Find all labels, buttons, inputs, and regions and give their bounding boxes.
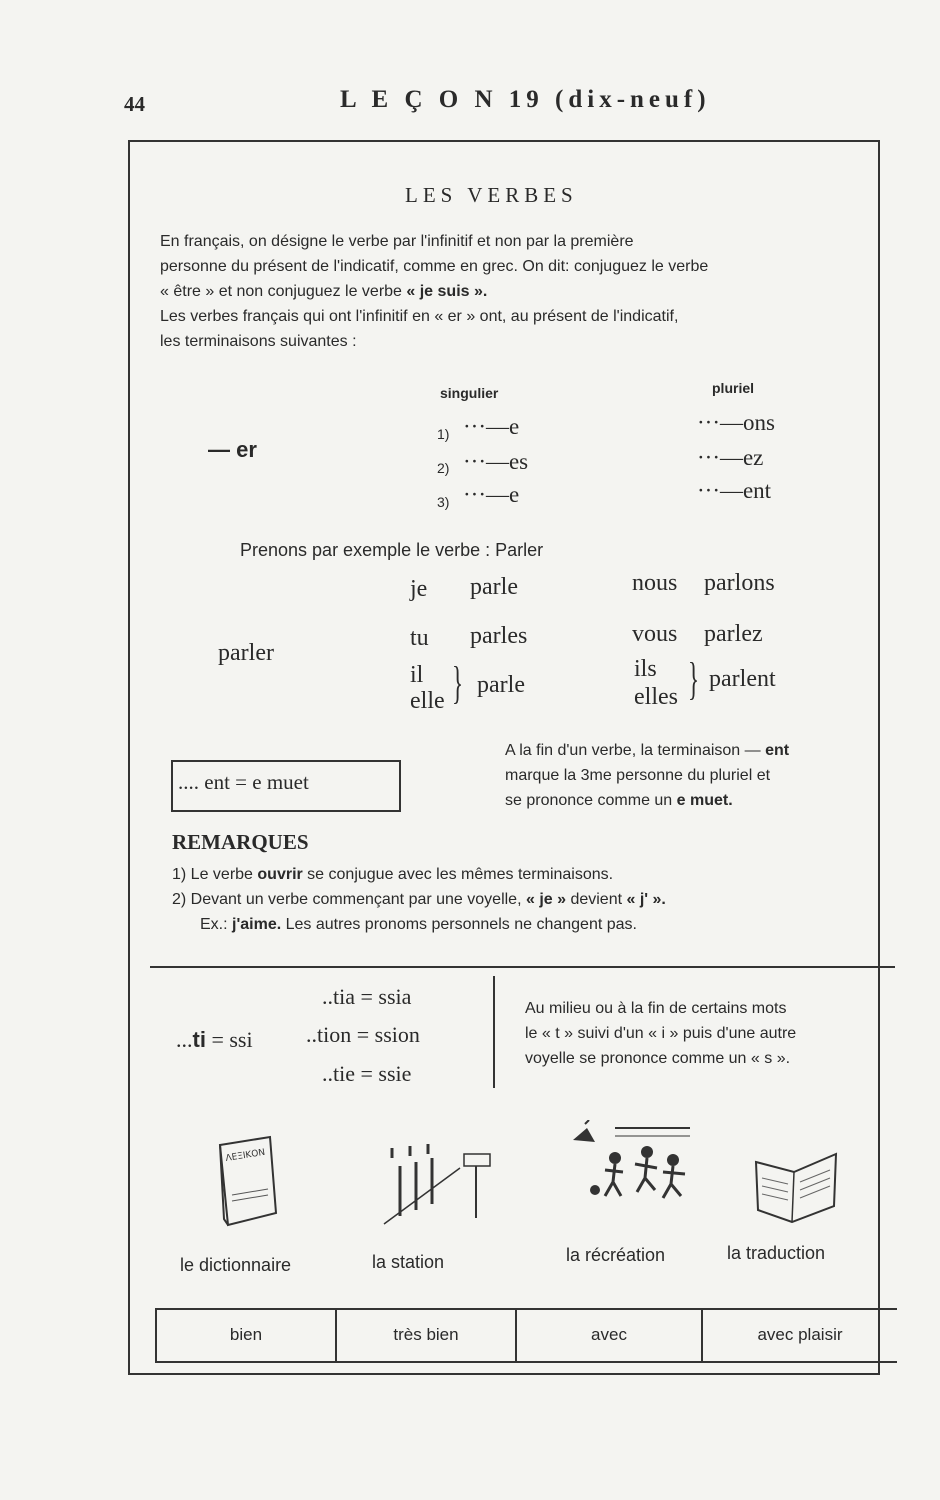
label-station: la station [372,1252,445,1272]
rule-line-1-text: A la fin d'un verbe, la terminaison — [505,742,766,759]
section-title: LES VERBES [405,183,578,207]
ending-plural-2: ···—ez [697,445,764,470]
remark-example [200,912,637,937]
intro-line-5: les terminaisons suivantes : [160,333,357,350]
pronoun-elles: elles [634,684,678,710]
remark-je: « je » [525,891,566,908]
example-intro: Prenons par exemple le verbe : Parler [240,540,544,560]
adverb-table [155,1308,897,1363]
ending-singular-1: ···—e [463,414,520,439]
ti-note-3: voyelle se prononce comme un « s ». [525,1050,791,1067]
label-dictionnaire: le dictionnaire [180,1255,292,1275]
ti-note-1: Au milieu ou à la fin de certains mots [525,1000,787,1017]
rule-ent: ent [765,742,790,759]
remark-2-c: devient [566,891,627,908]
ti-rule-tie: ..tie = ssie [322,1061,412,1086]
table-cell-avec: avec [515,1310,701,1361]
intro-line-4: Les verbes français qui ont l'infinitif en « er » ont, au présent de l'indicatif, [160,308,679,325]
table-cell-avec-plaisir: avec plaisir [701,1310,897,1361]
er-infinitive: — er [208,437,257,462]
remark-1 [172,862,613,887]
ending-singular-3: ···—e [463,482,520,507]
remarks-title: REMARQUES [172,830,309,854]
ti-letters: ti [192,1027,206,1052]
ending-num-3: 3) [437,494,450,510]
form-vous: parlez [704,621,763,647]
brace-ils-elles: } [688,653,700,704]
form-je: parle [470,574,518,600]
singular-label: singulier [440,385,499,401]
intro-line-2: personne du présent de l'indicatif, comme en grec. On dit: conjuguez le verbe [160,258,709,275]
remark-ex-c: Les autres pronoms personnels ne changent pas. [281,916,637,933]
page-number: 44 [124,92,145,116]
pronoun-elle: elle [410,688,445,714]
translation-illustration [752,1148,842,1223]
ending-singular-2: ···—es [463,449,529,474]
remark-ex-label: Ex.: [200,916,233,933]
pronoun-il: il [410,662,424,688]
pronoun-ils: ils [634,656,657,682]
plural-label: pluriel [712,380,755,396]
ti-dots: ... [176,1027,193,1052]
rule-line-3-text: se prononce comme un [505,792,677,809]
form-ils-elles: parlent [709,666,776,692]
example-verb: parler [218,640,274,666]
section-divider [150,966,895,968]
rule-e-muet: e muet. [676,792,733,809]
remark-1-c: se conjugue avec les mêmes terminaisons. [302,866,614,883]
ti-rule-tion: ..tion = ssion [306,1022,420,1047]
ti-rule-tia: ..tia = ssia [322,984,412,1009]
form-tu: parles [470,623,528,649]
ending-plural-1: ···—ons [697,410,775,435]
ti-divider [493,976,495,1088]
ending-plural-3: ···—ent [697,478,772,503]
intro-line-1: En français, on désigne le verbe par l'infinitif et non par la première [160,233,634,250]
lesson-title: L E Ç O N 19 (dix-neuf) [340,86,711,113]
label-traduction: la traduction [727,1243,826,1263]
ending-num-2: 2) [437,460,450,476]
ent-rule-text: .... ent = e muet [178,770,309,794]
ti-note-2: le « t » suivi d'un « i » puis d'une autre [525,1025,797,1042]
table-cell-tres-bien: très bien [335,1310,515,1361]
station-illustration [380,1138,500,1238]
form-il-elle: parle [477,672,525,698]
pronoun-vous: vous [632,621,678,647]
rule-line-3 [505,788,733,813]
intro-line-3-text: « être » et non conjuguez le verbe [160,283,407,300]
intro-line-3 [160,280,860,304]
ending-num-1: 1) [437,426,450,442]
form-nous: parlons [704,570,775,596]
intro-je-suis: « je suis ». [406,283,488,300]
remark-2-a: 2) Devant un verbe commençant par une voyelle, [172,891,526,908]
remark-1-a: 1) Le verbe [172,866,258,883]
remark-ouvrir: ouvrir [257,866,303,883]
pronoun-tu: tu [410,625,429,651]
rule-line-2: marque la 3me personne du pluriel et [505,767,771,784]
pronoun-nous: nous [632,570,678,596]
dictionary-cover-text: ΛΕΞΙΚΟΝ [224,1147,266,1164]
dictionary-illustration [212,1135,284,1230]
recreation-illustration [565,1120,695,1210]
ti-equals-ssi: = ssi [205,1027,253,1052]
remark-j: « j' ». [626,891,666,908]
remark-2 [172,887,666,912]
pronoun-je: je [410,576,428,602]
rule-line-1 [505,738,789,763]
remark-jaime: j'aime. [232,916,282,933]
table-cell-bien: bien [155,1310,335,1361]
label-recreation: la récréation [566,1245,666,1265]
brace-il-elle: } [452,657,464,708]
ti-rule-main [176,1027,253,1053]
